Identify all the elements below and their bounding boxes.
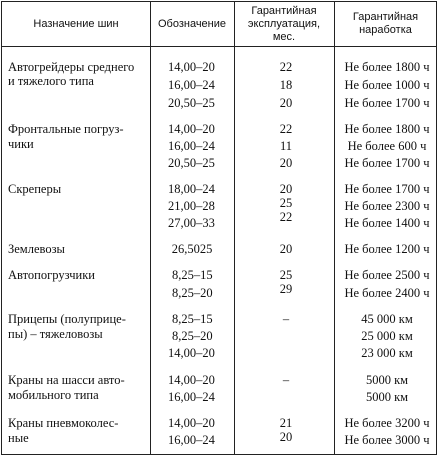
warranty-hours: Не более 1700 ч: [344, 96, 430, 110]
row-name-line: Автопогрузчики: [8, 268, 95, 282]
warranty-hours: Не более 3000 ч: [344, 433, 430, 447]
row-name-line: Автогрейдеры среднего: [8, 60, 135, 74]
row-name-line: Скреперы: [8, 182, 62, 196]
warranty-hours: Не более 3200 ч: [344, 416, 430, 430]
warranty-months: 22: [279, 122, 293, 136]
warranty-months: 18: [279, 78, 293, 92]
tire-code: 27,00–33: [168, 216, 215, 230]
warranty-hours: Не более 1200 ч: [344, 242, 430, 256]
warranty-months: –: [282, 312, 290, 326]
warranty-hours: Не более 2300 ч: [344, 199, 430, 213]
warranty-hours: Не более 600 ч: [347, 139, 427, 153]
row-name-line: чики: [8, 137, 34, 151]
warranty-hours: Не более 1000 ч: [344, 78, 430, 92]
header-months: Гарантийная эксплуатация, мес.: [247, 4, 321, 43]
warranty-months: 11: [279, 139, 293, 153]
tire-code: 8,25–20: [172, 329, 213, 343]
warranty-months: 25: [279, 268, 293, 282]
warranty-months: 20: [279, 430, 293, 444]
row-name-line: Землевозы: [8, 242, 65, 256]
tire-code: 20,50–25: [168, 156, 215, 170]
warranty-hours: Не более 1800 ч: [344, 122, 430, 136]
row-name-line: пы) – тяжеловозы: [8, 327, 103, 341]
warranty-distance: 23 000 км: [361, 346, 413, 360]
warranty-hours: Не более 1400 ч: [344, 216, 430, 230]
tire-code: 14,00–20: [168, 60, 215, 74]
warranty-months: 22: [279, 210, 293, 224]
tire-code: 26,5025: [171, 242, 213, 256]
tire-code: 14,00–20: [168, 373, 215, 387]
warranty-months: 22: [279, 60, 293, 74]
warranty-hours: Не более 1800 ч: [344, 60, 430, 74]
tire-code: 16,00–24: [168, 433, 215, 447]
tire-code: 18,00–24: [168, 182, 215, 196]
warranty-months: 20: [279, 96, 293, 110]
row-name-line: Фронтальные погруз-: [8, 122, 124, 136]
warranty-months: 29: [279, 282, 293, 296]
header-divider: [1, 46, 437, 47]
tire-code: 8,25–15: [172, 312, 213, 326]
tire-code: 14,00–20: [168, 122, 215, 136]
column-divider: [234, 1, 235, 455]
tire-code: 20,50–25: [168, 96, 215, 110]
tire-code: 16,00–24: [168, 78, 215, 92]
header-hours: Гарантийная наработка: [352, 11, 419, 36]
tire-code: 16,00–24: [168, 139, 215, 153]
tire-code: 8,25–15: [172, 268, 213, 282]
tire-code: 14,00–20: [168, 346, 215, 360]
row-name-line: ные: [8, 431, 29, 445]
row-name-line: мобильного типа: [8, 388, 99, 402]
tire-code: 21,00–28: [168, 199, 215, 213]
tire-code: 8,25–20: [172, 286, 213, 300]
warranty-months: –: [282, 373, 290, 387]
warranty-months: 20: [279, 182, 293, 196]
warranty-months: 21: [279, 416, 293, 430]
warranty-distance: 5000 км: [365, 390, 409, 404]
warranty-distance: 25 000 км: [361, 329, 413, 343]
row-name-line: и тяжелого типа: [8, 74, 94, 88]
row-name-line: Краны пневмоколес-: [8, 416, 119, 430]
warranty-hours: Не более 1700 ч: [344, 182, 430, 196]
row-name-line: Прицепы (полуприце-: [8, 312, 126, 326]
warranty-months: 25: [279, 196, 293, 210]
tire-code: 14,00–20: [168, 416, 215, 430]
row-name-line: Краны на шасси авто-: [8, 373, 125, 387]
header-name: Назначение шин: [33, 17, 119, 30]
warranty-distance: 5000 км: [365, 373, 409, 387]
warranty-months: 20: [279, 242, 293, 256]
warranty-distance: 45 000 км: [361, 312, 413, 326]
column-divider: [150, 1, 151, 455]
header-code: Обозначение: [157, 17, 227, 30]
warranty-months: 20: [279, 156, 293, 170]
warranty-hours: Не более 2500 ч: [344, 268, 430, 282]
warranty-hours: Не более 1700 ч: [344, 156, 430, 170]
warranty-hours: Не более 2400 ч: [344, 286, 430, 300]
tire-code: 16,00–24: [168, 390, 215, 404]
